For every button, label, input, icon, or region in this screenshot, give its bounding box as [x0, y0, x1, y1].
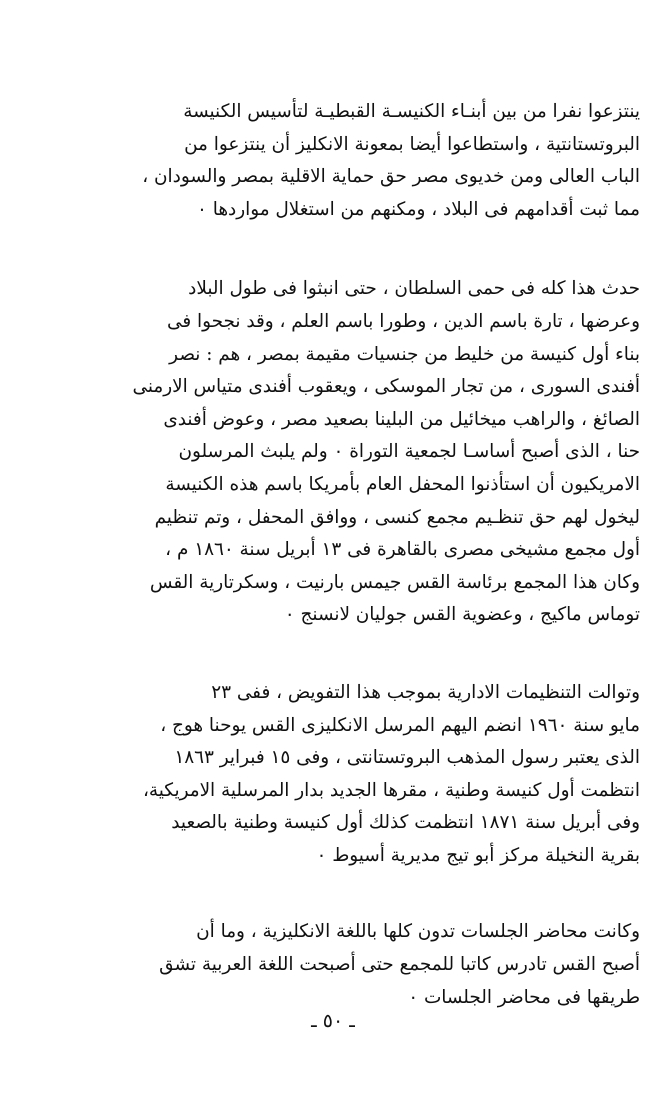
text-line: وكان هذا المجمع برئاسة القس جيمس بارنيت ، وسكرتارية القس — [149, 571, 640, 593]
text-line: وتوالت التنظيمات الادارية بموجب هذا التفويض ، ففى ٢٣ — [211, 681, 640, 703]
text-line: بناء أول كنيسة من خليط من جنسيات مقيمة بمصر ، هم : نصر — [169, 343, 640, 365]
text-line: حنا ، الذى أصبح أساسـا لجمعية التوراة ٠ ولم يلبث المرسلون — [178, 441, 640, 463]
text-line: انتظمت أول كنيسة وطنية ، مقرها الجديد بدار المرسلية الامريكية، — [142, 779, 640, 801]
text-line: حدث هذا كله فى حمى السلطان ، حتى انبثوا فى طول البلاد — [188, 278, 640, 300]
text-line: مايو سنة ١٩٦٠ انضم اليهم المرسل الانكليزى القس يوحنا هوج ، — [160, 714, 640, 736]
text-line: مما ثبت أقدامهم فى البلاد ، ومكنهم من استغلال مواردها ٠ — [197, 198, 640, 220]
text-line: ليخول لهم حق تنظـيم مجمع كنسى ، ووافق المحفل ، وتم تنظيم — [154, 506, 640, 528]
text-line: أصبح القس تادرس كاتبا للمجمع حتى أصبحت اللغة العربية تشق — [159, 954, 640, 976]
text-line: الباب العالى ومن خديوى مصر حق حماية الاقلية بمصر والسودان ، — [142, 166, 640, 188]
paragraph-4 — [40, 916, 640, 1014]
text-line: طريقها فى محاضر الجلسات ٠ — [408, 986, 640, 1008]
page-number: ـ ٥٠ ـ — [311, 1010, 355, 1032]
text-line: بقرية النخيلة مركز أبو تيج مديرية أسيوط ٠ — [316, 844, 640, 866]
text-line: وكانت محاضر الجلسات تدون كلها باللغة الانكليزية ، وما أن — [196, 921, 640, 943]
text-line: البروتستانتية ، واستطاعوا أيضا بمعونة الانكليز أن ينتزعوا من — [184, 133, 640, 155]
text-line: توماس ماكيج ، وعضوية القس جوليان لانسنج ٠ — [284, 604, 640, 626]
text-line: الامريكيون أن استأذنوا المحفل العام بأمريكا باسم هذه الكنيسة — [165, 473, 640, 495]
text-line: أفندى السورى ، من تجار الموسكى ، ويعقوب أفندى متياس الارمنى — [132, 376, 640, 398]
text-line: وفى أبريل سنة ١٨٧١ انتظمت كذلك أول كنيسة وطنية بالصعيد — [171, 812, 640, 834]
text-line: الصائغ ، والراهب ميخائيل من البلينا بصعيد مصر ، وعوض أفندى — [163, 408, 640, 430]
paragraph-1 — [40, 96, 640, 226]
paragraph-3 — [40, 677, 640, 873]
text-line: الذى يعتبر رسول المذهب البروتستانتى ، وفى ١٥ فبراير ١٨٦٣ — [174, 747, 640, 769]
text-line: أول مجمع مشيخى مصرى بالقاهرة فى ١٣ أبريل سنة ١٨٦٠ م ، — [165, 539, 640, 561]
text-line: ينتزعوا نفرا من بين أبنـاء الكنيسـة القبطيـة لتأسيس الكنيسة — [183, 101, 640, 122]
paragraph-2 — [40, 273, 640, 632]
text-line: وعرضها ، تارة باسم الدين ، وطورا باسم العلم ، وقد نجحوا فى — [167, 310, 640, 332]
